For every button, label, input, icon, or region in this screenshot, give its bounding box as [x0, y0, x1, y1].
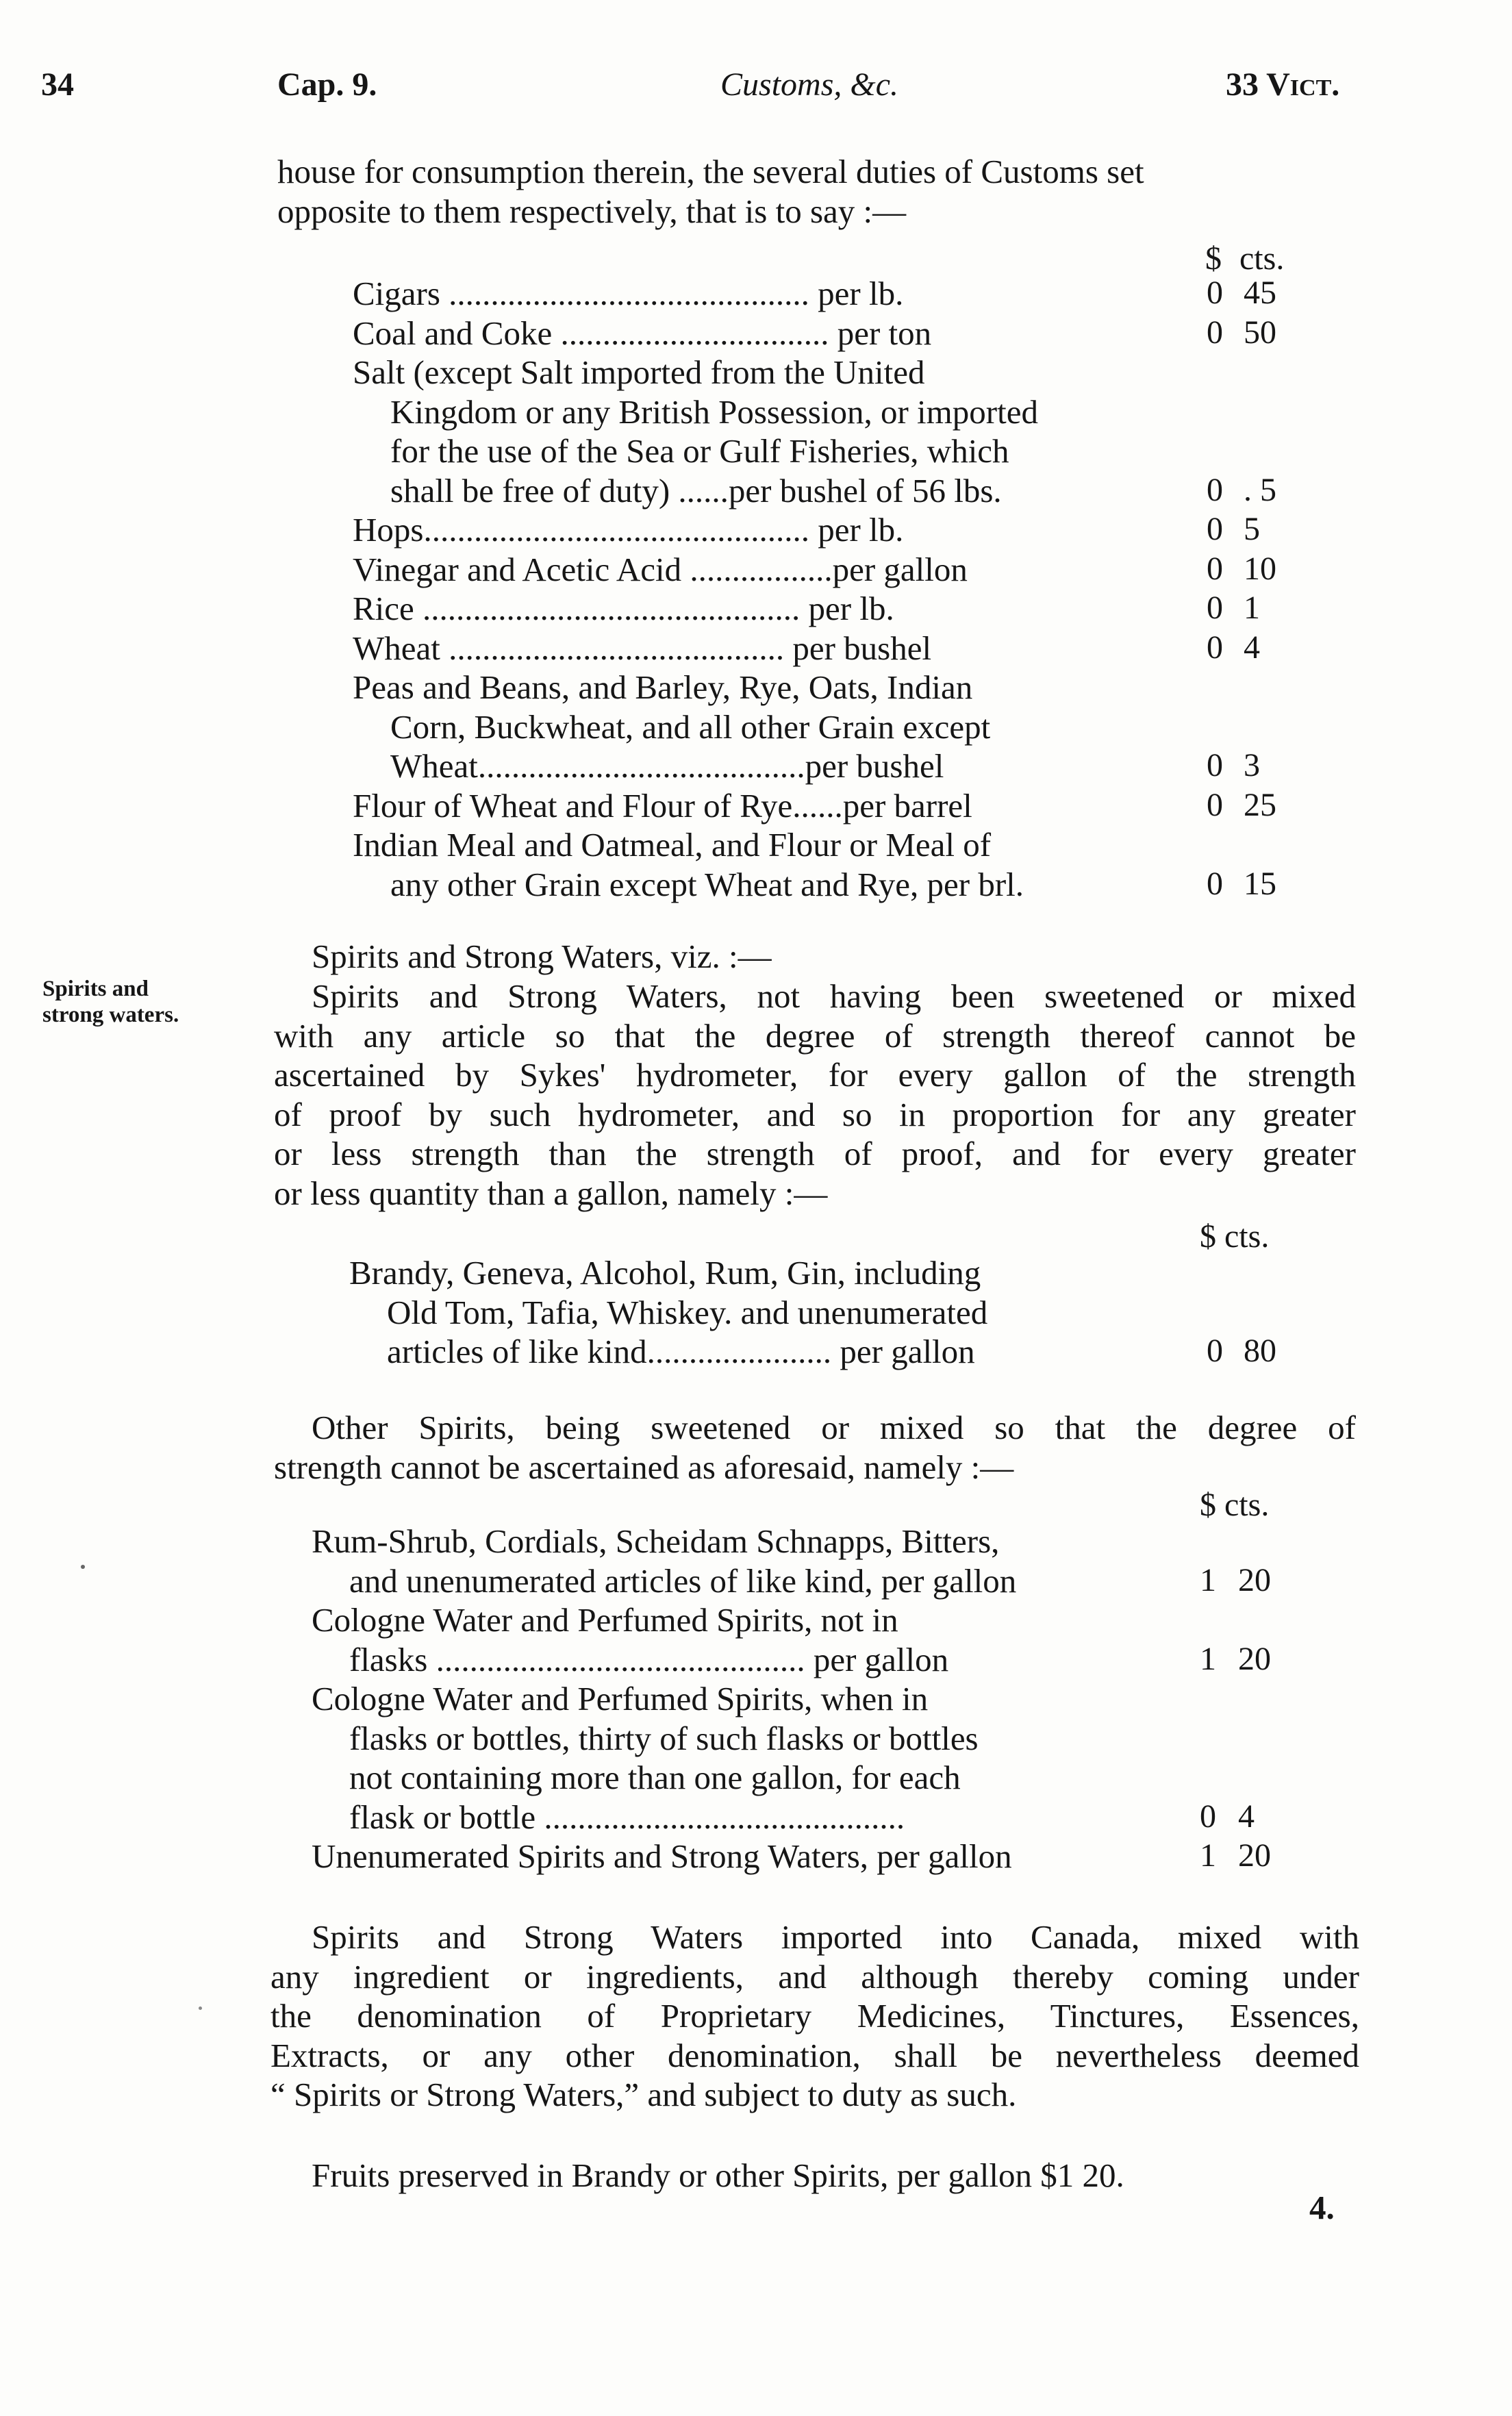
other-para-line: Other Spirits, being sweetened or mixed so that the degree of [312, 1409, 1356, 1446]
goods-row-label-line: Cigars ........................................... per lb. [353, 275, 904, 312]
regnal-year: 33 Vict. [1226, 66, 1340, 103]
goods-row-cents: 5 [1244, 511, 1260, 547]
other-row-label-line: Cologne Water and Perfumed Spirits, not in [312, 1601, 898, 1639]
closing-para-line: any ingredient or ingredients, and although thereby coming under [270, 1957, 1359, 1996]
goods-row-label-line: shall be free of duty) ......per bushel of 56 lbs. [390, 471, 1002, 509]
goods-row-cents: 15 [1244, 865, 1276, 902]
brandy-row-label-line: Brandy, Geneva, Alcohol, Rum, Gin, including [349, 1254, 981, 1292]
goods-row-label-line: Peas and Beans, and Barley, Rye, Oats, Indian [353, 668, 973, 706]
spirits-para-line: of proof by such hydrometer, and so in proportion for any greater [274, 1095, 1356, 1133]
page-number: 34 [41, 66, 74, 103]
goods-row-label-line: Coal and Coke ................................ per ton [353, 314, 932, 352]
goods-row-label-line: Indian Meal and Oatmeal, and Flour or Meal of [353, 826, 992, 864]
other-row-label-line: flask or bottle ........................................... [349, 1798, 905, 1836]
other-row-dollars: 1 [1200, 1561, 1216, 1598]
spirits-units: $ cts. [1200, 1218, 1270, 1255]
spirits-para-line: Spirits and Strong Waters, not having been sweetened or mixed [312, 977, 1356, 1015]
intro-line-1 [277, 152, 1359, 192]
goods-row-dollars: 0 [1207, 550, 1223, 587]
running-title: Customs, &c. [720, 66, 899, 103]
brandy-row-label-line: Old Tom, Tafia, Whiskey. and unenumerated [387, 1293, 988, 1331]
sidenote-line-2: strong waters. [42, 1003, 179, 1027]
margin-dot [199, 2006, 202, 2010]
goods-row-dollars: 0 [1207, 275, 1223, 311]
spirits-para-line: with any article so that the degree of strength thereof cannot be [274, 1016, 1356, 1055]
goods-row-dollars: 0 [1207, 590, 1223, 626]
goods-row-label-line: for the use of the Sea or Gulf Fisheries, which [390, 432, 1009, 470]
goods-row-cents: 4 [1244, 629, 1260, 666]
goods-row-dollars: 0 [1207, 629, 1223, 666]
goods-row-cents: 25 [1244, 786, 1276, 823]
goods-row-label-line: Wheat ........................................ per bushel [353, 629, 932, 667]
spirits-para-line: or less quantity than a gallon, namely :— [274, 1174, 828, 1212]
spirits-heading: Spirits and Strong Waters, viz. :— [312, 938, 772, 975]
other-row-label-line: Rum-Shrub, Cordials, Scheidam Schnapps, Bitters, [312, 1522, 1000, 1560]
closing-para-line: Spirits and Strong Waters imported into Canada, mixed with [312, 1918, 1359, 1956]
goods-row-cents: 45 [1244, 275, 1276, 311]
table1-cents-unit: cts. [1239, 240, 1285, 277]
goods-row-cents: 50 [1244, 314, 1276, 351]
other-row-label-line: flasks ............................................ per gallon [349, 1640, 949, 1678]
intro-text-1: house for consumption therein, the several duties of Customs set [277, 153, 1144, 190]
closing-para-line: “ Spirits or Strong Waters,” and subject to duty as such. [270, 2076, 1017, 2113]
brandy-row-cents: 80 [1244, 1333, 1276, 1369]
goods-row-label-line: Kingdom or any British Possession, or imported [390, 392, 1038, 431]
goods-row-label-line: Hops.............................................. per lb. [353, 511, 904, 549]
goods-row-label-line: any other Grain except Wheat and Rye, per brl. [390, 865, 1024, 903]
brandy-row-dollars: 0 [1207, 1333, 1223, 1369]
goods-row-dollars: 0 [1207, 747, 1223, 783]
other-row-cents: 4 [1238, 1798, 1255, 1835]
sidenote-line-1: Spirits and [42, 977, 149, 1001]
fruits-line: Fruits preserved in Brandy or other Spirits, per gallon $1 20. [312, 2156, 1124, 2194]
other-row-label-line: Cologne Water and Perfumed Spirits, when in [312, 1680, 929, 1717]
goods-row-dollars: 0 [1207, 511, 1223, 547]
other-row-label-line: not containing more than one gallon, for each [349, 1759, 961, 1796]
goods-row-label-line: Wheat.......................................per bushel [390, 747, 944, 785]
chapter-label: Cap. 9. [277, 66, 377, 103]
goods-row-label-line: Corn, Buckwheat, and all other Grain except [390, 707, 991, 746]
goods-row-cents: 1 [1244, 590, 1260, 626]
goods-row-label-line: Rice ............................................. per lb. [353, 590, 894, 627]
other-row-cents: 20 [1238, 1837, 1271, 1874]
goods-row-dollars: 0 [1207, 786, 1223, 823]
goods-row-label-line: Flour of Wheat and Flour of Rye......per barrel [353, 786, 972, 825]
goods-row-cents: 10 [1244, 550, 1276, 587]
next-section-number: 4. [1309, 2189, 1335, 2226]
goods-row-dollars: 0 [1207, 314, 1223, 351]
goods-row-dollars: 0 [1207, 471, 1223, 508]
other-row-dollars: 1 [1200, 1640, 1216, 1677]
closing-para-line: Extracts, or any other denomination, shall be nevertheless deemed [270, 2036, 1359, 2074]
other-row-cents: 20 [1238, 1561, 1271, 1598]
other-para-line: strength cannot be ascertained as aforesaid, namely :— [274, 1448, 1014, 1486]
goods-row-label-line: Salt (except Salt imported from the United [353, 353, 925, 391]
other-row-dollars: 0 [1200, 1798, 1216, 1835]
goods-row-dollars: 0 [1207, 865, 1223, 902]
table1-dollar-unit: $ [1205, 240, 1222, 277]
other-row-label-line: Unenumerated Spirits and Strong Waters, per gallon [312, 1837, 1012, 1875]
other-row-dollars: 1 [1200, 1837, 1216, 1874]
goods-row-label-line: Vinegar and Acetic Acid .................per gallon [353, 550, 968, 588]
closing-para-line: the denomination of Proprietary Medicines, Tinctures, Essences, [270, 1997, 1359, 2035]
other-row-cents: 20 [1238, 1640, 1271, 1677]
intro-line-2: opposite to them respectively, that is to say :— [277, 192, 907, 230]
spirits-para-line: or less strength than the strength of proof, and for every greater [274, 1135, 1356, 1172]
margin-dot [81, 1565, 85, 1569]
other-row-label-line: and unenumerated articles of like kind, per gallon [349, 1561, 1017, 1600]
spirits-para-line: ascertained by Sykes' hydrometer, for every gallon of the strength [274, 1056, 1356, 1094]
brandy-row-label-line: articles of like kind...................... per gallon [387, 1333, 975, 1370]
other-row-label-line: flasks or bottles, thirty of such flasks or bottles [349, 1719, 979, 1757]
goods-row-cents: . 5 [1244, 471, 1276, 508]
goods-row-cents: 3 [1244, 747, 1260, 783]
other-units: $ cts. [1200, 1487, 1270, 1523]
sidenote-spirits [42, 976, 179, 1028]
